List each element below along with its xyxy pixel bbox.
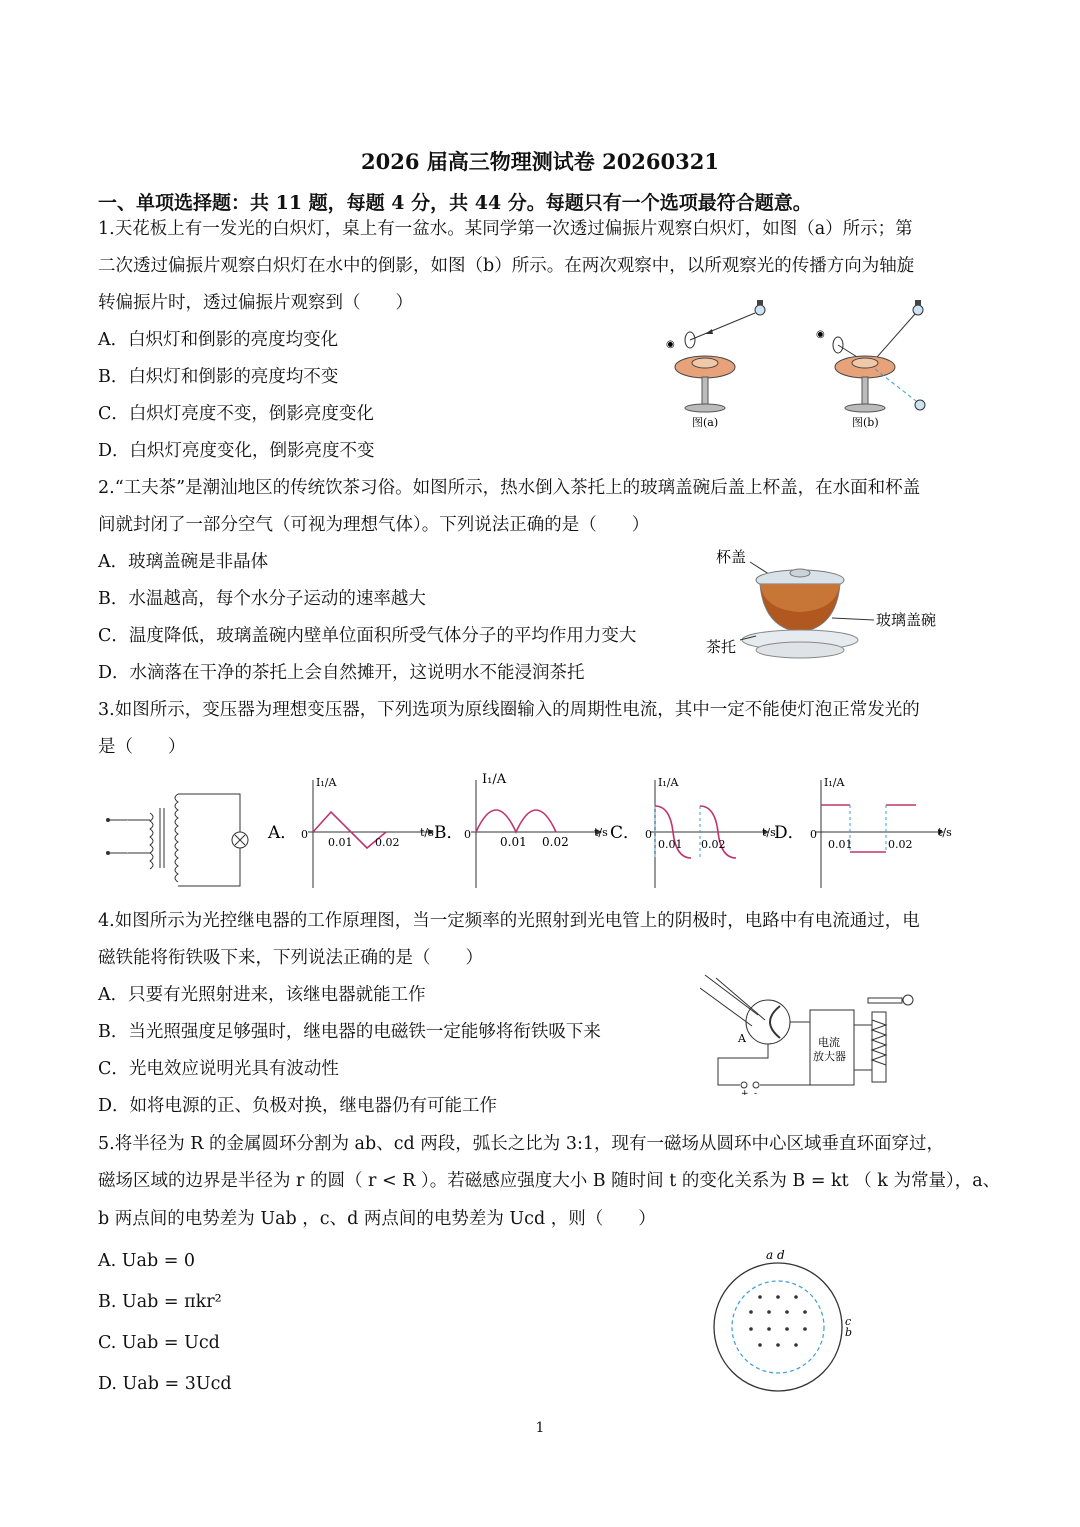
q5-option-d: D. Uab = 3Ucd [98,1374,232,1394]
label-lid: 杯盖 [716,548,747,566]
q2-tea-figure [700,540,960,670]
svg-text:0.02: 0.02 [542,835,569,849]
svg-text:-: - [754,1089,758,1095]
svg-text:0.02: 0.02 [888,838,913,851]
svg-text:0.02: 0.02 [701,838,726,851]
svg-text:0: 0 [810,828,817,841]
q5-line: b 两点间的电势差为 Uab ，c、d 两点间的电势差为 Ucd ，则（ ） [98,1209,656,1229]
svg-text:0.01: 0.01 [328,836,353,849]
opt-label-d: D． [774,823,805,843]
svg-text:0.02: 0.02 [375,836,400,849]
transformer-circuit [106,794,248,886]
svg-text:t/s: t/s [594,826,608,839]
graph-a [267,776,434,888]
q1-option-c: C．白炽灯亮度不变，倒影亮度变化 [98,404,374,424]
q4-relay-figure [700,970,920,1095]
q1-line: 二次透过偏振片观察白炽灯在水中的倒影，如图（b）所示。在两次观察中，以所观察光的传播方向为轴旋 [98,256,915,276]
fig-b-label: 图(b) [852,416,879,429]
q4-option-a: A．只要有光照射进来，该继电器就能工作 [98,985,426,1005]
svg-text:I₁/A: I₁/A [824,776,845,789]
q1-option-a: A．白炽灯和倒影的亮度均变化 [98,330,339,350]
opt-label-a: A． [268,823,298,843]
q3-line: 是（ ） [98,737,186,757]
q2-option-a: A．玻璃盖碗是非晶体 [98,552,269,572]
svg-text:0: 0 [301,828,308,841]
amp-label-2: 放大器 [813,1050,846,1063]
svg-text:t/s: t/s [938,826,952,839]
svg-text:0.01: 0.01 [828,838,853,851]
svg-text:I₁/A: I₁/A [658,776,679,789]
label-ad: a d [766,1248,785,1262]
q2-option-c: C．温度降低，玻璃盖碗内壁单位面积所受气体分子的平均作用力变大 [98,626,637,646]
q2-option-b: B．水温越高，每个水分子运动的速率越大 [98,589,426,609]
q5-option-b: B. Uab = πkr² [98,1292,222,1312]
label-bowl: 玻璃盖碗 [876,611,937,629]
q1-option-b: B．白炽灯和倒影的亮度均不变 [98,367,339,387]
label-b: b [845,1326,853,1339]
q4-option-c: C．光电效应说明光具有波动性 [98,1059,339,1079]
q1-line: 转偏振片时，透过偏振片观察到（ ） [98,293,413,313]
svg-text:t/s: t/s [420,826,434,839]
q5-option-c: C. Uab = Ucd [98,1333,220,1353]
svg-text:0.01: 0.01 [658,838,683,851]
q3-line: 3.如图所示，变压器为理想变压器，下列选项为原线圈输入的周期性电流，其中一定不能使灯泡正常发光的 [98,700,920,720]
page-number: 1 [535,1420,545,1436]
q3-figure [98,768,958,896]
q4-line: 4.如图所示为光控继电器的工作原理图，当一定频率的光照射到光电管上的阴极时，电路中有电流通过，电 [98,911,920,931]
svg-text:I₁/A: I₁/A [316,776,337,789]
q2-line: 2.“工夫茶”是潮汕地区的传统饮茶习俗。如图所示，热水倒入茶托上的玻璃盖碗后盖上杯盖，在水面和杯盖 [98,478,921,498]
svg-text:+: + [741,1089,749,1095]
q4-option-b: B．当光照强度足够强时，继电器的电磁铁一定能够将衔铁吸下来 [98,1022,601,1042]
figure-b [816,300,925,429]
q1-line: 1.天花板上有一发光的白炽灯，桌上有一盆水。某同学第一次透过偏振片观察白炽灯，如图（a）所示；第 [98,219,913,239]
svg-text:◉: ◉ [666,339,675,350]
q5-option-a: A. Uab = 0 [98,1251,196,1271]
svg-text:0: 0 [645,828,652,841]
q5-ring-figure [700,1245,870,1395]
graph-d [774,776,952,888]
q2-line: 间就封闭了一部分空气（可视为理想气体）。下列说法正确的是（ ） [98,515,650,535]
svg-text:0.01: 0.01 [500,835,527,849]
fig-a-label: 图(a) [692,416,719,429]
graph-b [434,772,608,888]
q4-line: 磁铁能将衔铁吸下来，下列说法正确的是（ ） [98,948,483,968]
q1-option-d: D．白炽灯亮度变化，倒影亮度不变 [98,441,375,461]
page-title: 2026 届高三物理测试卷 20260321 [361,149,719,174]
q2-option-d: D．水滴落在干净的茶托上会自然摊开，这说明水不能浸润茶托 [98,663,585,683]
svg-text:I₁/A: I₁/A [482,772,507,787]
q4-option-d: D．如将电源的正、负极对换，继电器仍有可能工作 [98,1096,498,1116]
amp-label-1: 电流 [818,1036,840,1049]
q5-line: 磁场区域的边界是半径为 r 的圆（ r < R ）。若磁感应强度大小 B 随时间 t 的变化关系为 B = kt （ k 为常量），a、 [98,1171,1001,1191]
q5-line: 5.将半径为 R 的金属圆环分割为 ab、cd 两段，弧长之比为 3:1，现有一磁场从圆环中心区域垂直环面穿过， [98,1134,944,1154]
figure-a [666,300,765,429]
svg-text:t/s: t/s [762,826,776,839]
opt-label-c: C． [610,823,641,843]
label-saucer: 茶托 [706,638,737,656]
label-c: c [845,1315,852,1328]
svg-text:0: 0 [464,828,471,841]
opt-label-b: B． [434,823,464,843]
q1-figure [660,295,960,435]
svg-text:◉: ◉ [816,329,825,340]
section-heading: 一、单项选择题：共 11 题，每题 4 分，共 44 分。每题只有一个选项最符合题意。 [98,192,812,214]
graph-c [610,776,776,888]
label-cathode-a: A [738,1032,746,1045]
